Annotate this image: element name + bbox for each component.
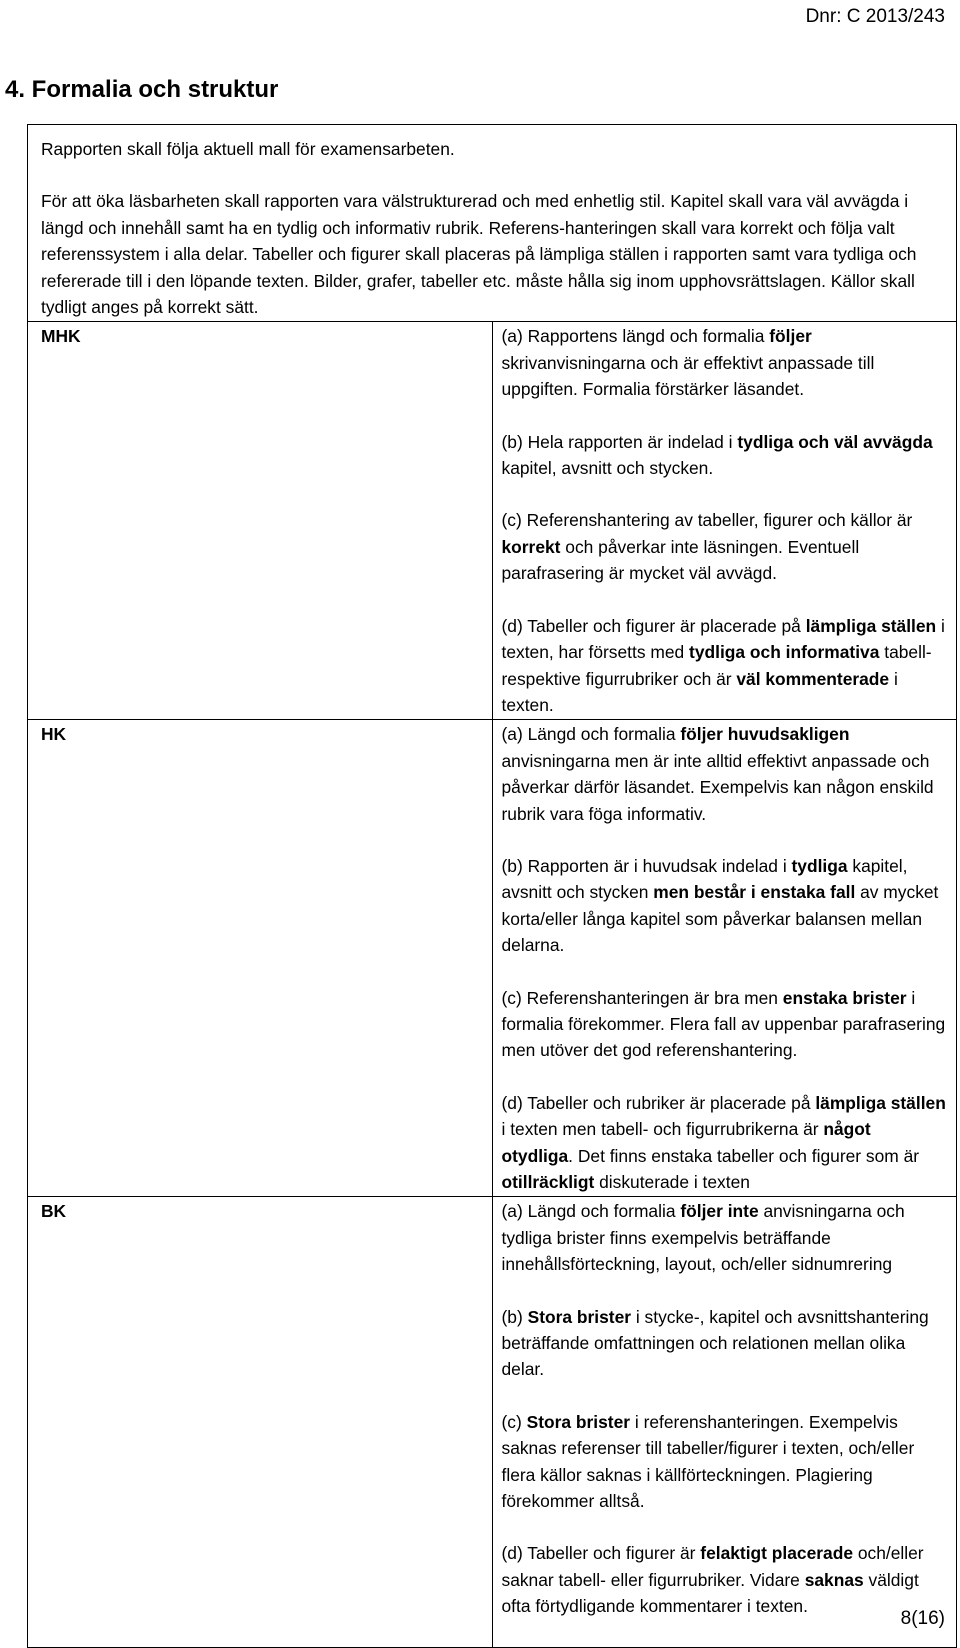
criterion-mhk-b: (b) Hela rapporten är indelad i tydliga och väl avvägda kapitel, avsnitt och stycken. <box>501 431 933 479</box>
criterion-hk-c: (c) Referenshanteringen är bra men enstaka brister i formalia förekommer. Flera fall av uppenbar parafrasering men utöver det god referenshantering. <box>501 987 946 1061</box>
intro-row <box>28 125 957 322</box>
grade-row-mhk <box>28 322 957 720</box>
criterion-hk-a: (a) Längd och formalia följer huvudsakligen anvisningarna men är inte alltid effektivt anpassade och påverkar därför läsandet. Exempelvis kan någon enskild rubrik vara föga informativ. <box>501 724 934 824</box>
criterion-hk-b: (b) Rapporten är i huvudsak indelad i tydliga kapitel, avsnitt och stycken men består i enstaka fall av mycket korta/eller långa kapitel som påverkar balansen mellan delarna. <box>501 855 939 956</box>
grade-label-hk: HK <box>28 720 493 1197</box>
criterion-mhk-a: (a) Rapportens längd och formalia följer skrivanvisningarna och är effektivt anpassade till uppgiften. Formalia förstärker läsandet. <box>501 326 875 400</box>
grade-label-mhk: MHK <box>28 322 493 720</box>
criterion-bk-d: (d) Tabeller och figurer är felaktigt placerade och/eller saknar tabell- eller figurrubriker. Vidare saknas väldigt ofta förtydligande kommentarer i texten. <box>501 1543 924 1617</box>
grade-row-hk <box>28 720 957 1197</box>
page-number: 8(16) <box>900 1608 945 1629</box>
grade-row-bk <box>28 1197 957 1647</box>
intro-paragraph-2: För att öka läsbarheten skall rapporten vara välstrukturerad och med enhetlig stil. Kapitel skall vara väl avvägda i längd och innehåll samt ha en tydlig och informativ rubrik. Referens-hanteringen skall vara korrekt och följa valt referenssystem i alla delar. Tabeller och figurer skall placeras på lämpliga ställen i rapporten samt vara tydliga och refererade till i den löpande texten. Bilder, grafer, tabeller etc. måste hålla sig inom upphovsrättslagen. Källor skall tydligt anges på korrekt sätt. <box>41 191 917 318</box>
criteria-cell-mhk <box>492 322 957 720</box>
intro-cell <box>28 125 957 322</box>
criterion-bk-a: (a) Längd och formalia följer inte anvisningarna och tydliga brister finns exempelvis beträffande innehållsförteckning, layout, och/eller sidnumrering <box>501 1201 905 1275</box>
criteria-cell-bk <box>492 1197 957 1647</box>
grade-label-bk: BK <box>28 1197 493 1647</box>
criterion-bk-c: (c) Stora brister i referenshanteringen. Exempelvis saknas referenser till tabeller/figurer i texten, och/eller flera källor saknas i källförteckningen. Plagiering förekommer alltså. <box>501 1411 915 1512</box>
document-number: Dnr: C 2013/243 <box>805 6 945 27</box>
criterion-mhk-d: (d) Tabeller och figurer är placerade på lämpliga ställen i texten, har försetts med tydliga och informativa tabell- respektive figurrubriker och är väl kommenterade i texten. <box>501 615 945 715</box>
criterion-hk-d: (d) Tabeller och rubriker är placerade på lämpliga ställen i texten men tabell- och figurrubrikerna är något otydliga. Det finns enstaka tabeller och figurer som är otillräckligt diskuterade i texten <box>501 1092 946 1192</box>
criterion-bk-b: (b) Stora brister i stycke-, kapitel och avsnittshantering beträffande omfattningen och relationen mellan olika delar. <box>501 1306 929 1380</box>
intro-paragraph-1: Rapporten skall följa aktuell mall för examensarbeten. <box>41 139 455 159</box>
section-heading: 4. Formalia och struktur <box>5 76 279 103</box>
criteria-cell-hk <box>492 720 957 1197</box>
criterion-mhk-c: (c) Referenshantering av tabeller, figurer och källor är korrekt och påverkar inte läsningen. Eventuell parafrasering är mycket väl avvägd. <box>501 510 913 584</box>
grading-criteria-table <box>27 124 957 1648</box>
